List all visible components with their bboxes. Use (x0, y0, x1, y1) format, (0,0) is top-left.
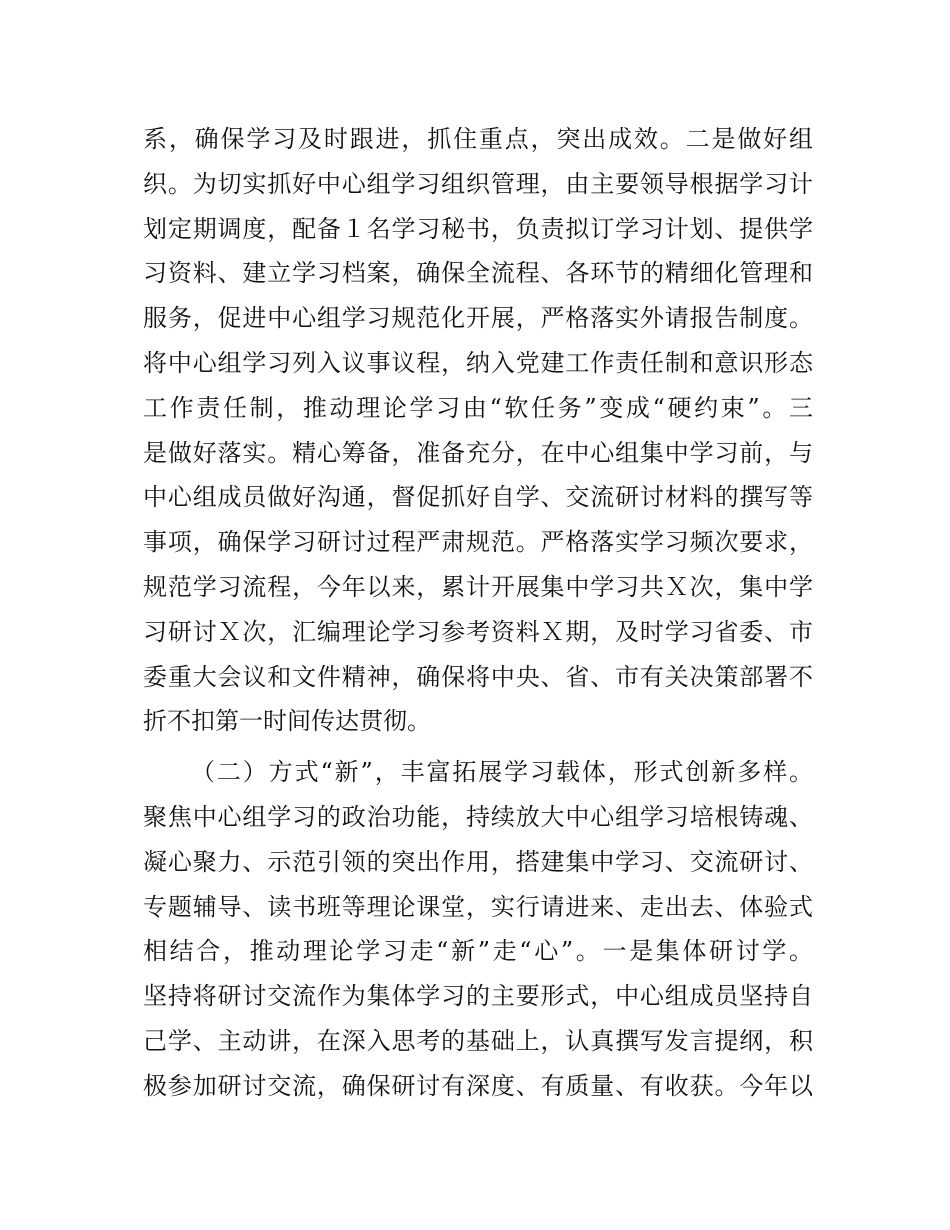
paragraph-1 (143, 117, 813, 744)
text-line: 系，确保学习及时跟进，抓住重点，突出成效。二是做好组 (143, 125, 813, 153)
text-line: 专题辅导、读书班等理论课堂，实行请进来、走出去、体验式 (143, 892, 813, 921)
text-line: 委重大会议和文件精神，确保将中央、省、市有关决策部署不 (143, 662, 813, 691)
text-line: 折不扣第一时间传达贯彻。 (143, 707, 431, 736)
text-line: 凝心聚力、示范引领的突出作用，搭建集中学习、交流研讨、 (143, 847, 813, 876)
paragraph-2 (143, 750, 813, 1108)
text-line: 划定期调度，配备１名学习秘书，负责拟订学习计划、提供学 (143, 214, 813, 243)
text-line: 聚焦中心组学习的政治功能，持续放大中心组学习培根铸魂、 (143, 802, 813, 831)
text-line: 习研讨Ｘ次，汇编理论学习参考资料Ｘ期，及时学习省委、市 (143, 617, 813, 646)
text-line: 规范学习流程，今年以来，累计开展集中学习共Ｘ次，集中学 (143, 572, 813, 601)
text-line: 己学、主动讲，在深入思考的基础上，认真撰写发言提纲，积 (143, 1026, 813, 1055)
document-body (143, 117, 813, 1109)
text-line: 中心组成员做好沟通，督促抓好自学、交流研讨材料的撰写等 (143, 483, 813, 512)
text-line: 事项，确保学习研讨过程严肃规范。严格落实学习频次要求， (143, 528, 813, 557)
text-line: 相结合，推动理论学习走“新”走“心”。一是集体研讨学。 (143, 937, 813, 966)
text-line: 极参加研讨交流，确保研讨有深度、有质量、有收获。今年以 (143, 1071, 813, 1100)
section-heading-line: （二）方式“新”，丰富拓展学习载体，形式创新多样。 (191, 758, 813, 787)
text-line: 服务，促进中心组学习规范化开展，严格落实外请报告制度。 (143, 304, 813, 333)
text-line: 将中心组学习列入议事议程，纳入党建工作责任制和意识形态 (143, 348, 813, 377)
text-line: 是做好落实。精心筹备，准备充分，在中心组集中学习前，与 (143, 438, 813, 467)
text-line: 织。为切实抓好中心组学习组织管理，由主要领导根据学习计 (143, 169, 813, 198)
text-line: 习资料、建立学习档案，确保全流程、各环节的精细化管理和 (143, 259, 813, 288)
text-line: 坚持将研讨交流作为集体学习的主要形式，中心组成员坚持自 (143, 982, 813, 1011)
text-line: 工作责任制，推动理论学习由“软任务”变成“硬约束”。三 (143, 393, 813, 422)
